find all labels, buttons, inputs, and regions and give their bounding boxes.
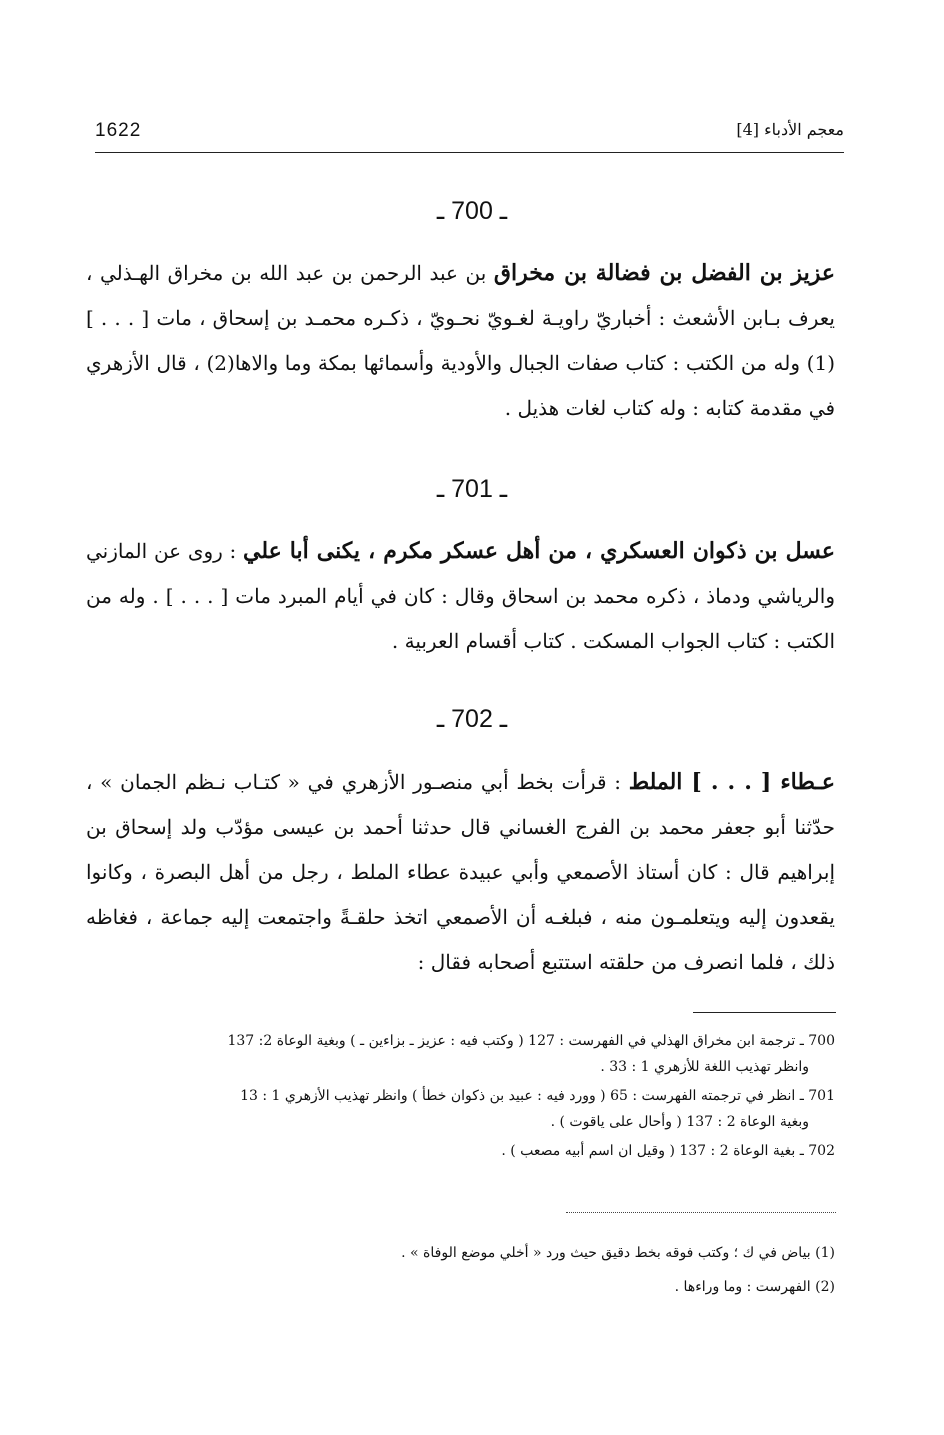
running-header: [95, 118, 844, 153]
entry-body-701: : روى عن المازني والرياشي ودماذ ، ذكره محمد بن اسحاق وقال : كان في أيام المبرد مات [ . . . ] . وله من الكتب : كتاب الجواب المسكت . كتاب أقسام العربية .: [86, 539, 835, 653]
source-note-702: [86, 1138, 835, 1164]
entry-text-702: [86, 760, 835, 985]
source-note-700: [86, 1028, 835, 1080]
entry-body-702: : قرأت بخط أبي منصـور الأزهري في « كتـاب نـظم الجمان » ، حدّثنا أبو جعفر محمد بن الفرج الغساني قال حدثنا أحمد بن عيسى مؤدّب ولد إسحاق بن إبراهيم قال : كان أستاذ الأصمعي وأبي عبيدة عطاء الملط ، رجل من أهل البصرة ، وكانوا يقعدون إليه ويتعلمـون منه ، فبلغـه أن الأصمعي اتخذ حلقـةً واجتمعت إليه جماعة ، فغاظه ذلك ، فلما انصرف من حلقته استتبع أصحابه فقال :: [86, 770, 835, 974]
entry-body-700: بن عبد الرحمن بن عبد الله بن مخراق الهـذلي ، يعرف بـابن الأشعث : أخباريّ راويـة لغـويّ نحـويّ ، ذكـره محمـد بن إسحاق ، مات [ . . . ](1) وله من الكتب : كتاب صفات الجبال والأودية وأسمائها بمكة وما والاها(2) ، قال الأزهري في مقدمة كتابه : وله كتاب لغات هذيل .: [86, 261, 835, 420]
entry-name-702: عـطاء [ . . . ] الملط: [628, 769, 835, 795]
source-note-line: 701 ـ انظر في ترجمته الفهرست : 65 ( وورد فيه : عبيد بن ذكوان خطأ ) وانظر تهذيب الأزهري 1 : 13: [240, 1088, 835, 1104]
entry-text-700: [86, 251, 835, 431]
source-note-line: 702 ـ بغية الوعاة 2 : 137 ( وقيل ان اسم أبيه مصعب ) .: [501, 1143, 835, 1159]
entry-text-701: [86, 529, 835, 664]
source-note-701: [86, 1083, 835, 1135]
source-note-line: وانظر تهذيب اللغة للأزهري 1 : 33 .: [600, 1059, 809, 1075]
entry-number-702: ـ 702 ـ: [436, 705, 508, 733]
page-number: 1622: [95, 120, 142, 141]
entry-name-700: عزيز بن الفضل بن فضالة بن مخراق: [493, 260, 835, 286]
source-note-line: 700 ـ ترجمة ابن مخراق الهذلي في الفهرست : 127 ( وكتب فيه : عزيز ـ بزاءين ـ ) وبغية الوعاة 2: 137: [227, 1033, 835, 1049]
footnotes: [86, 1236, 835, 1304]
source-notes: [86, 1028, 835, 1167]
footnotes-separator: [566, 1212, 836, 1213]
source-notes-separator: [693, 1012, 836, 1013]
entry-number-701: ـ 701 ـ: [436, 475, 508, 503]
entry-number-700: ـ 700 ـ: [436, 197, 508, 225]
footnote-2: (2) الفهرست : وما وراءها .: [674, 1279, 835, 1295]
source-note-line: وبغية الوعاة 2 : 137 ( وأحال على ياقوت ) .: [550, 1114, 809, 1130]
entry-name-701: عسل بن ذكوان العسكري ، من أهل عسكر مكرم ، يكنى أبا علي: [243, 538, 835, 564]
book-title: معجم الأدباء [4]: [736, 120, 844, 139]
footnote-1: (1) بياض في ك ؛ وكتب فوقه بخط دقيق حيث ورد « أخلي موضع الوفاة » .: [401, 1245, 835, 1261]
